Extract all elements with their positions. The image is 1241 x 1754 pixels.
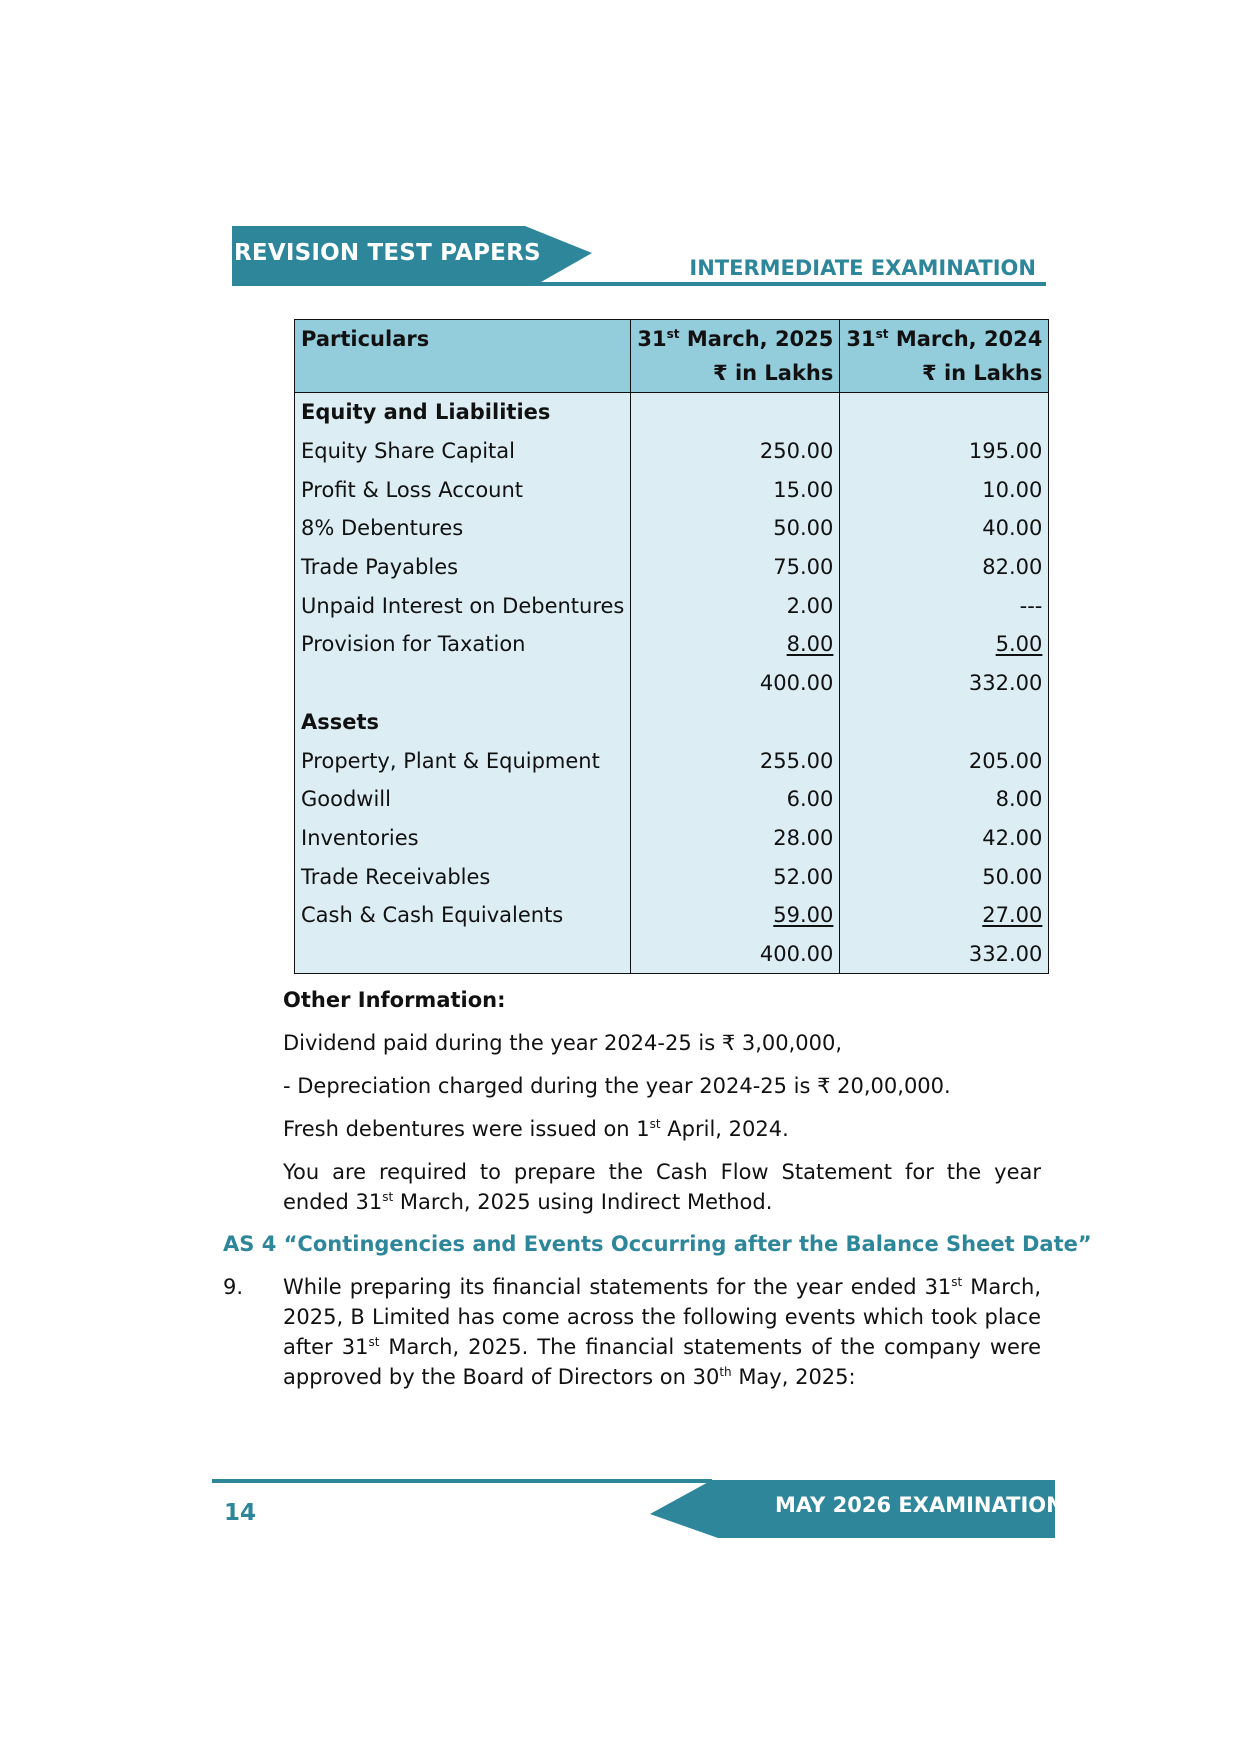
- section-heading-row: [295, 393, 1049, 432]
- table-row: [295, 586, 1049, 625]
- other-info-debentures: Fresh debentures were issued on 1st April, 2024.: [283, 1117, 789, 1141]
- value-2024: 195.00: [840, 432, 1049, 471]
- header-rule: [530, 282, 1046, 286]
- other-information-title: Other Information:: [283, 988, 506, 1012]
- underlined-value: 59.00: [773, 903, 834, 928]
- header-col-2024: 31st March, 2024 ₹ in Lakhs: [840, 320, 1049, 393]
- value-2024: 42.00: [840, 819, 1049, 858]
- value-2025: 255.00: [631, 741, 840, 780]
- row-label: Trade Payables: [295, 548, 631, 587]
- value-2025: [631, 625, 840, 664]
- section-title: AS 4 “Contingencies and Events Occurring after the Balance Sheet Date”: [223, 1232, 1092, 1256]
- value-2024: 205.00: [840, 741, 1049, 780]
- header-exam-title: INTERMEDIATE EXAMINATION: [689, 256, 1036, 280]
- table-row: [295, 857, 1049, 896]
- other-info-dividend: Dividend paid during the year 2024-25 is ₹ 3,00,000,: [283, 1031, 843, 1055]
- footer-rule: [212, 1479, 712, 1483]
- row-label: Provision for Taxation: [295, 625, 631, 664]
- table-row: [295, 548, 1049, 587]
- other-info-requirement: You are required to prepare the Cash Flow Statement for the year ended 31st March, 2025 using Indirect Method.: [283, 1160, 1041, 1214]
- value-2025: 6.00: [631, 780, 840, 819]
- equity-heading: Equity and Liabilities: [295, 393, 631, 432]
- value-2025: 75.00: [631, 548, 840, 587]
- value-2025: 28.00: [631, 819, 840, 858]
- total-row: [295, 935, 1049, 974]
- value-2024: ---: [840, 586, 1049, 625]
- assets-heading: Assets: [295, 703, 631, 742]
- question-text: While preparing its financial statements for the year ended 31st March, 2025, B Limited has come across the following events which took place after 31st March, 2025. The financial statements of the company were approved by the Board of Directors on 30th May, 2025:: [283, 1275, 1042, 1389]
- header-tab-title: REVISION TEST PAPERS: [234, 240, 541, 266]
- value-2025: 250.00: [631, 432, 840, 471]
- page-number: 14: [224, 1500, 257, 1526]
- row-label: Profit & Loss Account: [295, 470, 631, 509]
- table-row: [295, 509, 1049, 548]
- assets-total-2025: 400.00: [631, 935, 840, 974]
- underlined-value: 27.00: [982, 903, 1043, 928]
- value-2025: [631, 896, 840, 935]
- row-label: Unpaid Interest on Debentures: [295, 586, 631, 625]
- header-particulars: Particulars: [295, 320, 631, 393]
- row-label: Inventories: [295, 819, 631, 858]
- value-2024: [840, 896, 1049, 935]
- value-2024: [840, 625, 1049, 664]
- footer-exam-title: MAY 2026 EXAMINATION: [775, 1493, 1064, 1517]
- table-row: [295, 780, 1049, 819]
- value-2024: 82.00: [840, 548, 1049, 587]
- other-info-depreciation: - Depreciation charged during the year 2024-25 is ₹ 20,00,000.: [283, 1074, 951, 1098]
- total-row: [295, 664, 1049, 703]
- row-label: Equity Share Capital: [295, 432, 631, 471]
- value-2024: 10.00: [840, 470, 1049, 509]
- row-label: 8% Debentures: [295, 509, 631, 548]
- table-row: [295, 470, 1049, 509]
- value-2024: 8.00: [840, 780, 1049, 819]
- value-2024: 50.00: [840, 857, 1049, 896]
- value-2025: 50.00: [631, 509, 840, 548]
- equity-total-2025: 400.00: [631, 664, 840, 703]
- table-row: [295, 432, 1049, 471]
- equity-total-2024: 332.00: [840, 664, 1049, 703]
- header-col-2025: 31st March, 2025 ₹ in Lakhs: [631, 320, 840, 393]
- value-2025: 52.00: [631, 857, 840, 896]
- row-label: Cash & Cash Equivalents: [295, 896, 631, 935]
- underlined-value: 5.00: [995, 632, 1043, 657]
- row-label: Trade Receivables: [295, 857, 631, 896]
- section-heading-row: [295, 703, 1049, 742]
- question-number: 9.: [223, 1275, 244, 1299]
- underlined-value: 8.00: [786, 632, 834, 657]
- row-label: Property, Plant & Equipment: [295, 741, 631, 780]
- value-2025: 15.00: [631, 470, 840, 509]
- table-row: [295, 625, 1049, 664]
- table-row: [295, 741, 1049, 780]
- row-label: Goodwill: [295, 780, 631, 819]
- table-row: [295, 819, 1049, 858]
- balance-sheet-table: [294, 319, 1049, 974]
- assets-total-2024: 332.00: [840, 935, 1049, 974]
- table-header-row: [295, 320, 1049, 393]
- table-row: [295, 896, 1049, 935]
- value-2025: 2.00: [631, 586, 840, 625]
- value-2024: 40.00: [840, 509, 1049, 548]
